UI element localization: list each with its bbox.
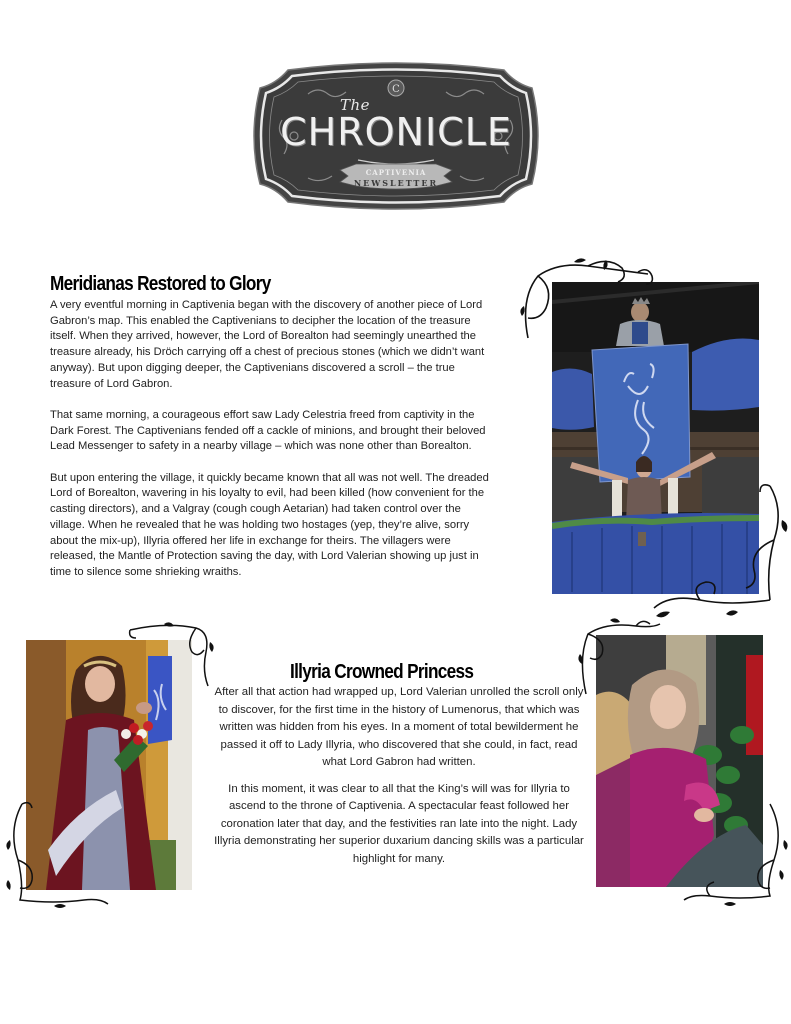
chronicle-logo <box>248 60 544 212</box>
article-2-title: Illyria Crowned Princess <box>290 661 474 684</box>
flourish-top-right-photo2 <box>126 622 216 692</box>
article-2-paragraph: After all that action had wrapped up, Lord Valerian unrolled the scroll only to discover, for the first time in the history of Lumenorus, that which was written was hidden from his eyes. In a moment of total bewilderment he passed it off to Lady Illyria, who discovered that she could, in fact, read what Lord Gabron had written. <box>214 686 584 768</box>
article-1-title: Meridianas Restored to Glory <box>50 273 271 296</box>
flourish-top-left-photo1 <box>518 258 658 348</box>
article-1-paragraph: But upon entering the village, it quickly became known that all was not well. The dreaded Lord of Borealton, wavering in his loyalty to evil, had been killed (how convenient for the casting directors), and a Valgray (cough cough Aetarian) had taken control over the village. When he revealed that he was holding two hostages (yep, they’re alive, sorry about the mix-up), Illyria offered her life in exchange for theirs. The villagers were released, the Mantle of Protection saving the day, with Lord Valerian showing up just in time to silence some shrieking wraiths. <box>50 471 489 578</box>
article-1-paragraph: A very eventful morning in Captivenia began with the discovery of another piece of Lord Gabron’s map. This enabled the Captivenians to decipher the location of the treasure itself. When they arrived, however, the Lord of Borealton had seemingly unearthed the treasure already, his Dröch carrying off a chest of precious stones (which we didn’t want anyway). But upon digging deeper, the Captivenians discovered a scroll – the true treasure of Lord Gabron. <box>50 299 485 390</box>
article-1-body <box>50 298 490 596</box>
flourish-bottom-left-photo2 <box>4 800 114 910</box>
article-2-body <box>214 684 584 877</box>
svg-text:C: C <box>392 84 400 95</box>
logo-title: CHRONICLE <box>280 110 512 154</box>
logo-the: The <box>339 96 371 114</box>
flourish-bottom-right-photo1 <box>650 480 790 620</box>
logo-ribbon-top: CAPTIVENIA <box>365 168 427 177</box>
article-1-paragraph: That same morning, a courageous effort saw Lady Celestria freed from captivity in the Dark Forest. The Captivenians fended off a cackle of minions, and brought their beloved Lead Messenger to safety in a nearby village – which was none other than Borealton. <box>50 408 486 453</box>
flourish-top-left-photo3 <box>576 618 666 698</box>
logo-ribbon-bottom: NEWSLETTER <box>353 178 439 188</box>
flourish-bottom-right-photo3 <box>680 800 790 910</box>
article-2-paragraph: In this moment, it was clear to all that the King’s will was for Illyria to ascend to the throne of Captivenia. A spectacular feast followed her coronation later that day, and the festivities ran late into the night. Lady Illyria demonstrating her superior duxarium dancing skills was a particular highlight for many. <box>214 782 584 865</box>
